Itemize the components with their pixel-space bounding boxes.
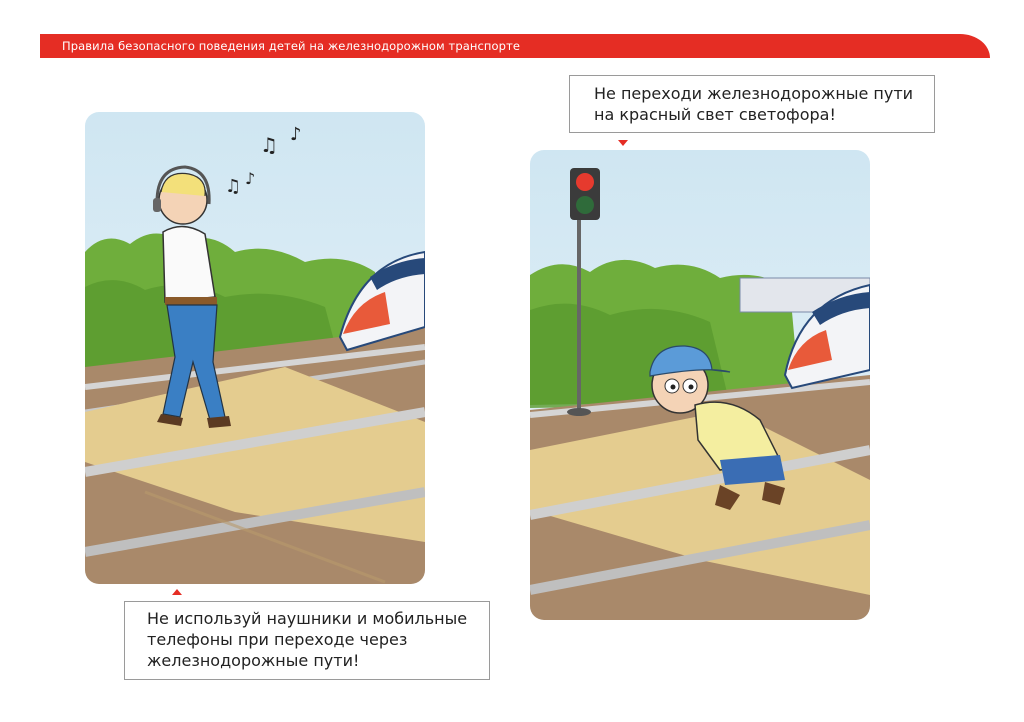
caption-line: железнодорожные пути! — [147, 651, 360, 670]
header-bar — [40, 34, 990, 58]
caption-line: Не используй наушники и мобильные — [147, 609, 468, 628]
svg-text:♪: ♪ — [290, 124, 302, 145]
svg-text:♪: ♪ — [245, 169, 256, 188]
illustration-headphones — [85, 112, 425, 584]
caption-line: телефоны при переходе через — [147, 630, 408, 649]
illustration-traffic-light — [530, 150, 870, 620]
caption-pointer-icon — [618, 140, 628, 146]
caption-pointer-icon — [172, 589, 182, 595]
caption-traffic-light — [569, 75, 935, 133]
caption-line: на красный свет светофора! — [594, 105, 836, 124]
svg-text:♫: ♫ — [260, 133, 278, 157]
page-title: Правила безопасного поведения детей на железнодорожном транспорте — [62, 39, 521, 53]
caption-headphones — [124, 601, 490, 680]
svg-text:♫: ♫ — [225, 176, 242, 197]
caption-line: Не переходи железнодорожные пути — [594, 84, 914, 103]
